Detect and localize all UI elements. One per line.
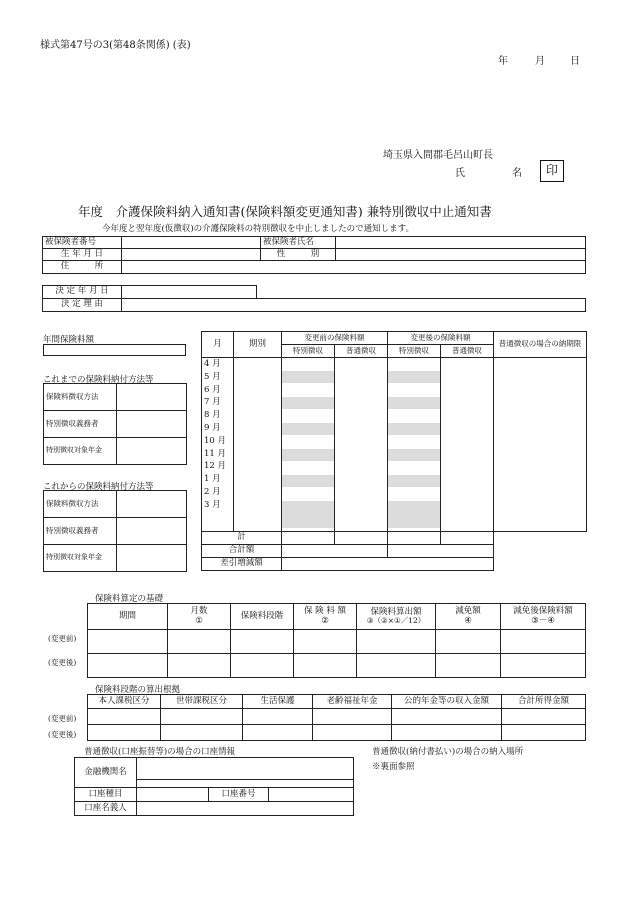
deadline-cell: [494, 358, 587, 532]
tier-header-pension: 老齢福祉年金: [313, 695, 392, 709]
total-after-regular: [441, 532, 494, 545]
tier-table: [87, 694, 586, 741]
tier-header-public-pension: 公的年金等の収入金額: [392, 695, 502, 709]
decision-date-label: 決 定 年 月 日: [43, 286, 122, 299]
after-special-header: 特別徴収: [388, 345, 441, 358]
tier-header-household-tax: 世帯課税区分: [161, 695, 243, 709]
col-after-header: 変更後の保険料額: [388, 332, 494, 345]
month-label: 1 月: [204, 474, 221, 485]
gender-label: 性 別: [261, 249, 336, 261]
sum-before: [282, 545, 388, 558]
future-collection-method-value: [117, 491, 187, 518]
account-holder-label: 口座名義人: [75, 802, 137, 816]
tier-header-self-tax: 本人課税区分: [88, 695, 161, 709]
col-period-header: 期別: [234, 332, 282, 358]
month-label: 4 月: [204, 359, 221, 369]
past-obligor-value: [117, 411, 187, 438]
basis-header-reduction: [436, 604, 501, 630]
basis-table: [87, 603, 586, 678]
col-deadline-header: 普通徴収の場合の納期限: [494, 332, 587, 358]
account-number-value: [269, 788, 354, 802]
date-year-label: 年: [498, 56, 508, 67]
basis-calc-sub: ③（②×①／12）: [366, 616, 426, 626]
future-collection-method-label: 保険料徴収方法: [44, 491, 117, 518]
basis-calc-label: 保険料算出額: [370, 606, 422, 617]
account-type-label: 口座種目: [75, 788, 137, 802]
col-month-header: 月: [202, 332, 234, 358]
total-before-regular: [335, 532, 388, 545]
month-label: 2 月: [204, 486, 221, 497]
basis-amount-sub: ②: [321, 615, 329, 626]
date-month-label: 月: [535, 56, 545, 67]
basis-row-after: [88, 654, 586, 678]
decision-reason-value: [122, 299, 586, 312]
basis-header-final: [501, 604, 586, 630]
total-label: 計: [202, 532, 282, 545]
document-title: 年度 介護保険料納入通知書(保険料額変更通知書) 兼特別徴収中止通知書: [78, 204, 492, 219]
bank-table: [74, 757, 354, 816]
monthly-premium-table: [201, 331, 587, 571]
gender-value: [336, 249, 586, 261]
basis-months-label: 月数: [190, 606, 208, 617]
month-label: 8 月: [204, 410, 221, 421]
insured-name-value: [336, 237, 586, 249]
insured-name-label: 被保険者氏名: [261, 237, 336, 249]
basis-header-months: [168, 604, 231, 630]
decision-table: [42, 285, 586, 312]
basis-amount-label: 保 険 料 額: [303, 606, 347, 617]
name-label-1: 氏: [455, 168, 465, 179]
past-pension-label: 特別徴収対象年金: [44, 438, 117, 465]
month-label: 9 月: [204, 422, 221, 433]
tier-row-before-label: (変更前): [48, 714, 77, 723]
address-value: [122, 261, 586, 274]
payment-place-note: ※裏面参照: [372, 762, 415, 772]
past-obligor-label: 特別徴収義務者: [44, 411, 117, 438]
decision-date-value: [122, 286, 257, 299]
after-special-cell: [388, 358, 441, 532]
diff-value: [282, 558, 494, 571]
tier-title: 保険料段階の算出根拠: [95, 685, 181, 695]
future-obligor-value: [117, 518, 187, 545]
date-day-label: 日: [570, 56, 580, 67]
total-blank: [494, 532, 587, 545]
future-pension-label: 特別徴収対象年金: [44, 545, 117, 572]
period-cell: [234, 358, 282, 532]
month-label: 6 月: [204, 384, 221, 395]
basis-row-before: [88, 630, 586, 654]
tier-row-after-label: (変更後): [48, 730, 77, 739]
col-before-header: 変更前の保険料額: [282, 332, 388, 345]
past-method-label: これまでの保険料納付方法等: [43, 375, 154, 385]
basis-final-sub: ③－④: [531, 615, 555, 626]
before-special-cell: [282, 358, 335, 532]
basis-reduction-sub: ④: [464, 615, 472, 626]
basis-row-before-label: (変更前): [48, 634, 77, 643]
before-special-header: 特別徴収: [282, 345, 335, 358]
institution-label: 金融機関名: [75, 758, 137, 788]
past-collection-method-value: [117, 384, 187, 411]
basis-title: 保険料算定の基礎: [95, 594, 164, 604]
month-label: 11 月: [204, 448, 227, 459]
tier-row-before: [88, 709, 586, 725]
future-obligor-label: 特別徴収義務者: [44, 518, 117, 545]
month-list-cell: [202, 358, 234, 532]
tier-header-welfare: 生活保護: [243, 695, 313, 709]
diff-blank: [494, 558, 587, 571]
dob-label: 生 年 月 日: [43, 249, 122, 261]
sum-label: 合計額: [202, 545, 282, 558]
month-label: 10 月: [204, 435, 227, 446]
annual-premium-label: 年間保険料額: [43, 335, 95, 345]
sum-after: [388, 545, 494, 558]
before-regular-cell: [335, 358, 388, 532]
insured-number-value: [122, 237, 261, 249]
basis-header-period: 期間: [88, 604, 168, 630]
decision-reason-label: 決 定 理 由: [43, 299, 122, 312]
basis-final-label: 減免後保険料額: [513, 606, 573, 617]
future-pension-value: [117, 545, 187, 572]
past-method-table: [43, 383, 187, 465]
insured-number-label: 被保険者番号: [43, 237, 122, 249]
basis-header-amount: [294, 604, 357, 630]
annual-premium-box: [43, 344, 186, 356]
address-label: 住 所: [43, 261, 122, 274]
basis-header-tier: 保険料段階: [231, 604, 294, 630]
basis-months-sub: ①: [195, 615, 203, 626]
issuer-name: 埼玉県入間郡毛呂山町長: [383, 150, 493, 161]
future-method-label: これからの保険料納付方法等: [43, 482, 154, 492]
past-collection-method-label: 保険料徴収方法: [44, 384, 117, 411]
dob-value: [122, 249, 261, 261]
month-label: 3 月: [204, 499, 221, 510]
form-number: 様式第47号の3(第48条関係) (表): [40, 40, 191, 51]
month-label: 12 月: [204, 461, 227, 472]
seal-box: 印: [540, 160, 564, 182]
payment-place-title: 普通徴収(納付書払い)の場合の納入場所: [372, 747, 524, 757]
institution-value: [137, 758, 354, 788]
basis-header-calc: [357, 604, 436, 630]
basis-row-after-label: (変更後): [48, 658, 77, 667]
month-label: 5 月: [204, 371, 221, 382]
after-regular-cell: [441, 358, 494, 532]
past-pension-value: [117, 438, 187, 465]
bank-title: 普通徴収(口座振替等)の場合の口座情報: [84, 747, 236, 757]
total-after-special: [388, 532, 441, 545]
total-before-special: [282, 532, 335, 545]
tier-row-after: [88, 725, 586, 741]
account-number-label: 口座番号: [209, 788, 269, 802]
insured-info-table: [42, 236, 586, 274]
before-regular-header: 普通徴収: [335, 345, 388, 358]
decision-date-blank: [257, 286, 586, 299]
sum-blank: [494, 545, 587, 558]
month-label: 7 月: [204, 397, 221, 408]
name-label-2: 名: [512, 168, 522, 179]
account-holder-value: [137, 802, 354, 816]
diff-label: 差引増減額: [202, 558, 282, 571]
future-method-table: [43, 490, 187, 572]
account-type-value: [137, 788, 209, 802]
after-regular-header: 普通徴収: [441, 345, 494, 358]
document-subtitle: 今年度と翌年度(仮徴収)の介護保険料の特別徴収を中止しましたので通知します。: [102, 224, 414, 234]
basis-reduction-label: 減免額: [455, 606, 481, 617]
tier-header-income: 合計所得金額: [502, 695, 586, 709]
